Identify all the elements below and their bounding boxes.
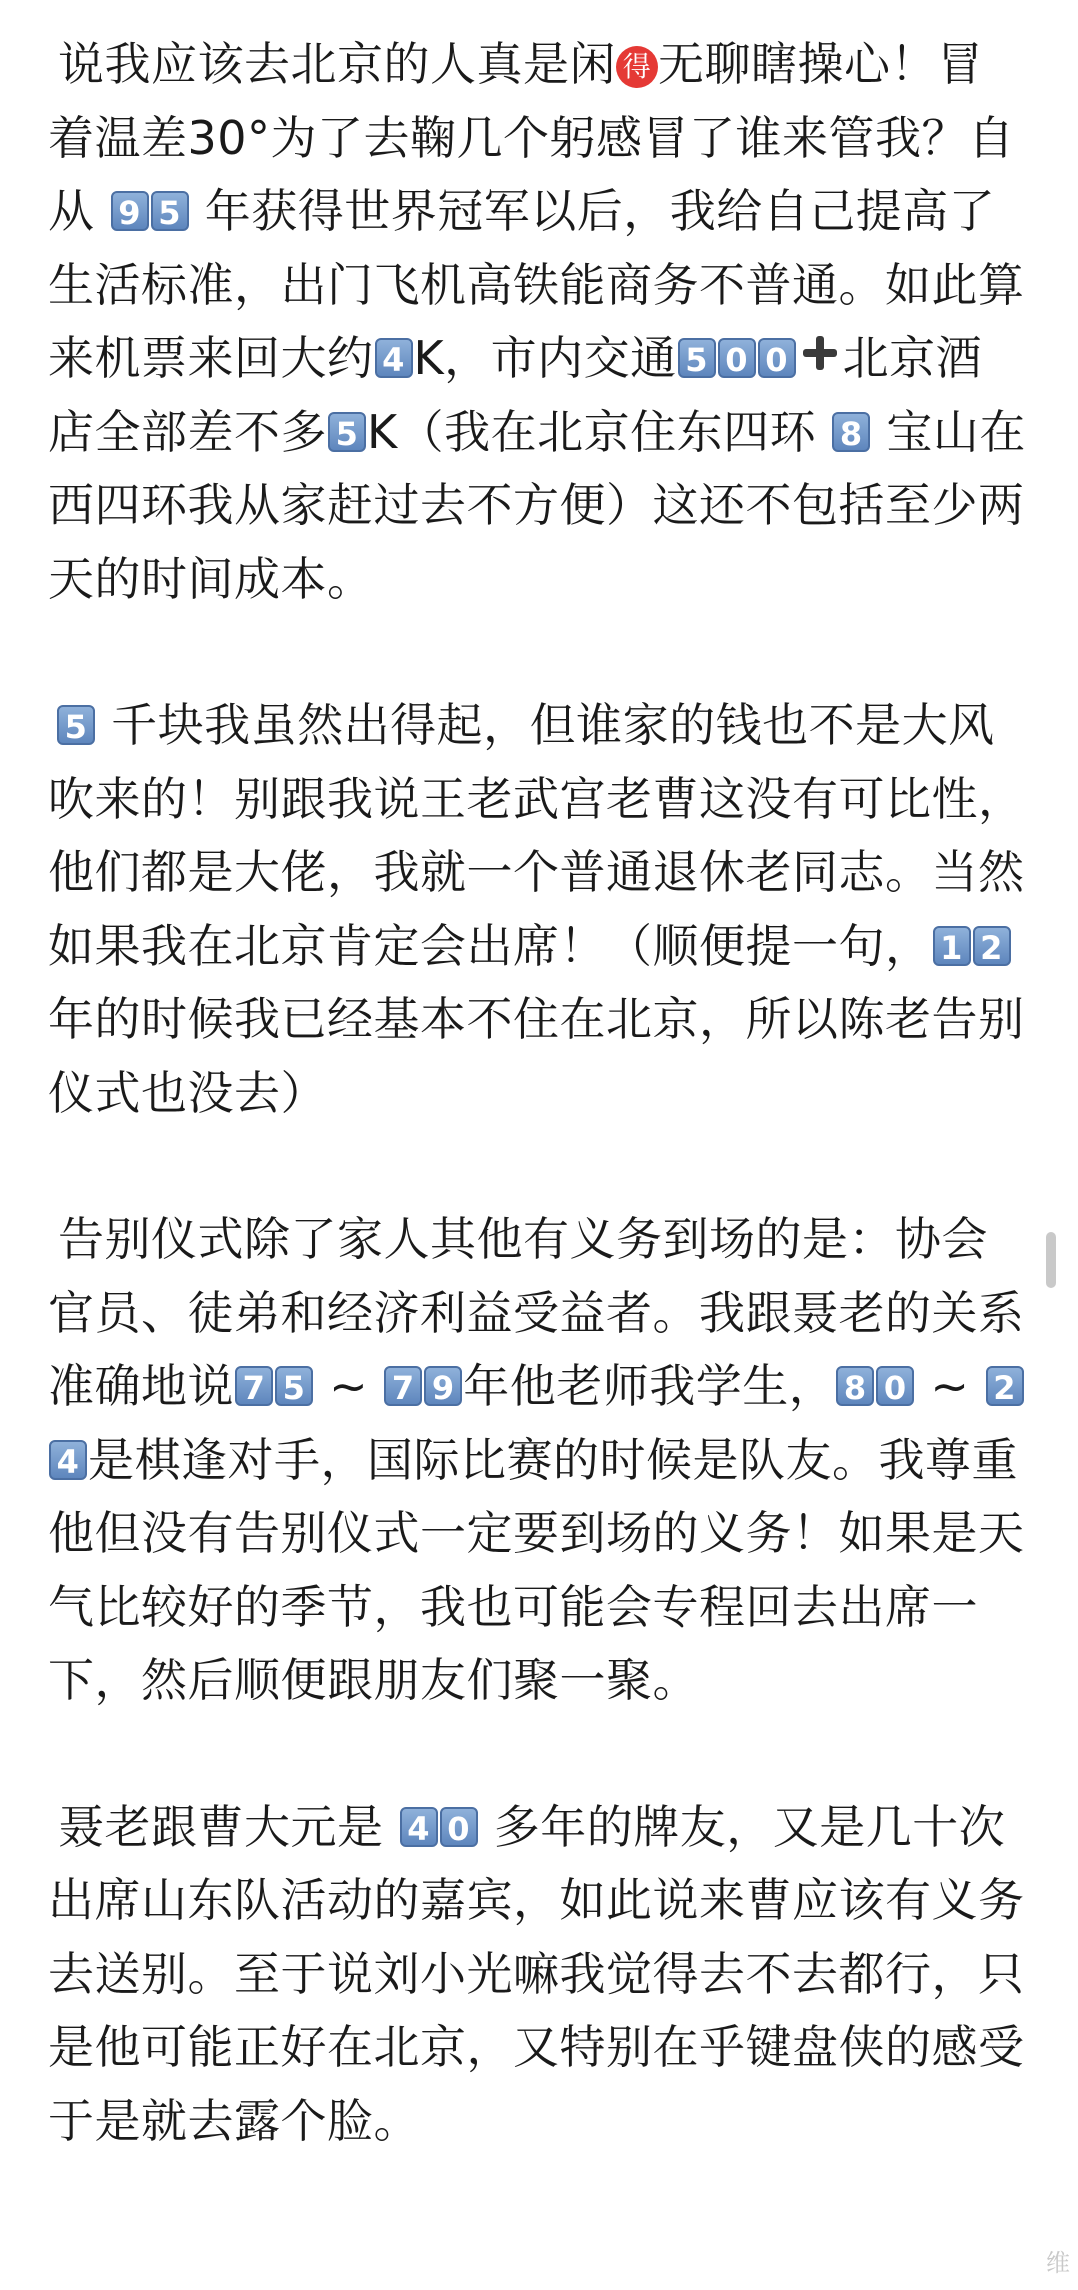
- keycap-digit-icon: 8: [836, 1366, 874, 1406]
- text-segment: 多年的牌友，又是几十次出席山东队活动的嘉宾，如此说来曹应该有义务去送别。至于说刘小光嘛我觉得去不去都行，只是他可能正好在北京，又特别在乎键盘侠的感受于是就去露个脸。: [48, 1799, 1025, 2148]
- watermark-text: 维: [1046, 2249, 1070, 2277]
- post-content: [48, 28, 1028, 2158]
- keycap-digit-icon: 5: [57, 705, 95, 745]
- paragraph-obligation: [48, 1203, 1028, 1718]
- paragraph-travel-cost: [48, 28, 1028, 616]
- text-segment: 北京酒店全部差不多: [48, 331, 983, 459]
- keycap-digit-icon: 2: [986, 1366, 1024, 1406]
- keycap-digit-icon: 4: [400, 1807, 438, 1847]
- paragraph-others: [48, 1791, 1028, 2159]
- text-segment: ~: [314, 1359, 384, 1413]
- keycap-digit-icon: 5: [328, 412, 366, 452]
- keycap-digit-icon: 9: [424, 1366, 462, 1406]
- text-segment: 年的时候我已经基本不住在北京，所以陈老告别仪式也没去）: [48, 992, 1025, 1120]
- keycap-digit-icon: 7: [384, 1366, 422, 1406]
- text-segment: ~: [915, 1359, 985, 1413]
- text-segment: 无聊瞎操心！冒着温差30°为了去鞠几个躬感冒了谁来管我？自从: [48, 37, 1015, 238]
- text-segment: K，市内交通: [413, 331, 677, 385]
- text-segment: 年他老师我学生，: [463, 1359, 836, 1413]
- keycap-digit-icon: 4: [49, 1440, 87, 1480]
- de-badge-icon: 得: [616, 46, 658, 88]
- keycap-digit-icon: 9: [111, 191, 149, 231]
- text-segment: 告别仪式除了家人其他有义务到场的是：协会官员、徒弟和经济利益受益者。我跟聂老的关系准确地说: [48, 1212, 1025, 1413]
- keycap-digit-icon: 7: [235, 1366, 273, 1406]
- text-segment: 千块我虽然出得起，但谁家的钱也不是大风吹来的！别跟我说王老武宫老曹这没有可比性，他们都是大佬，我就一个普通退休老同志。当然如果我在北京肯定会出席！（顺便提一句，: [48, 698, 1025, 973]
- keycap-digit-icon: 8: [832, 412, 870, 452]
- plus-icon: [799, 332, 841, 374]
- keycap-digit-icon: 4: [375, 338, 413, 378]
- text-segment: 年获得世界冠军以后，我给自己提高了生活标准，出门飞机高铁能商务不普通。如此算来机票来回大约: [48, 184, 1025, 385]
- keycap-digit-icon: 5: [275, 1366, 313, 1406]
- text-segment: 是棋逢对手，国际比赛的时候是队友。我尊重他但没有告别仪式一定要到场的义务！如果是天气比较好的季节，我也可能会专程回去出席一下，然后顺便跟朋友们聚一聚。: [48, 1432, 1025, 1707]
- paragraph-money: [48, 689, 1028, 1130]
- text-segment: 说我应该去北京的人真是闲: [58, 37, 616, 91]
- keycap-digit-icon: 0: [718, 338, 756, 378]
- keycap-digit-icon: 1: [933, 926, 971, 966]
- text-segment: 聂老跟曹大元是: [58, 1799, 399, 1854]
- keycap-digit-icon: 5: [151, 191, 189, 231]
- keycap-digit-icon: 0: [758, 338, 796, 378]
- scrollbar-thumb[interactable]: [1046, 1232, 1056, 1288]
- text-segment: K（我在北京住东四环: [367, 404, 832, 459]
- text-segment: 宝山在西四环我从家赶过去不方便）这还不包括至少两天的时间成本。: [48, 404, 1026, 606]
- keycap-digit-icon: 0: [876, 1366, 914, 1406]
- keycap-digit-icon: 2: [973, 926, 1011, 966]
- keycap-digit-icon: 5: [678, 338, 716, 378]
- keycap-digit-icon: 0: [440, 1807, 478, 1847]
